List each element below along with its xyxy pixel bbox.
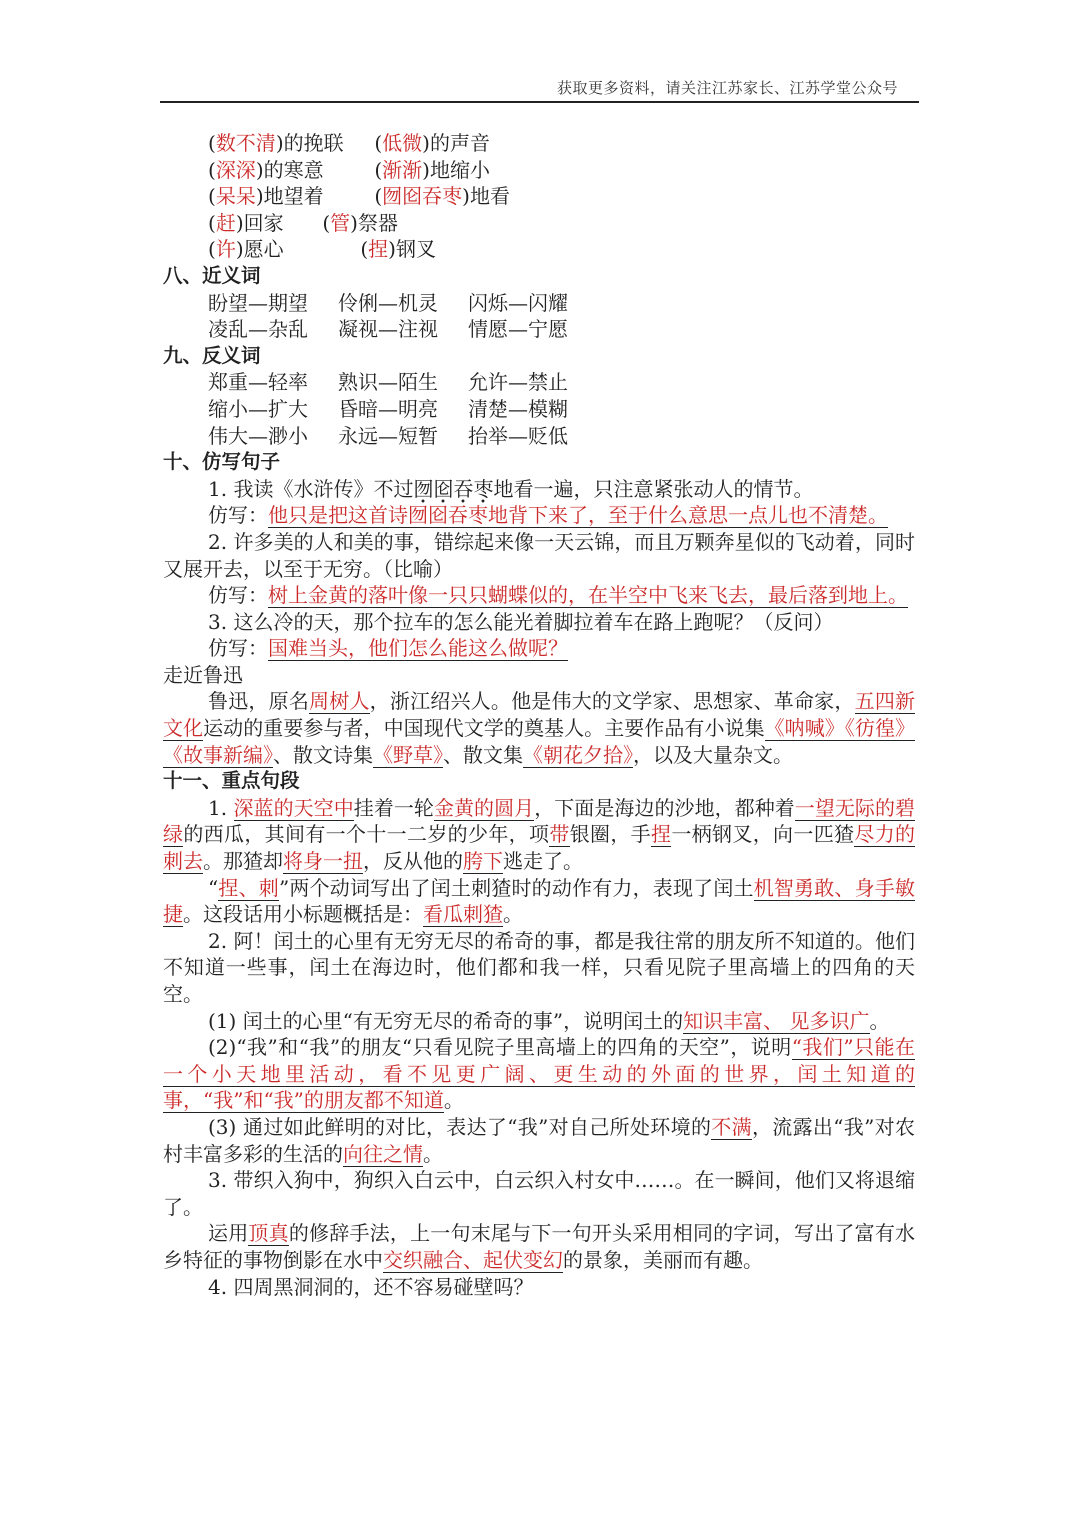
subsection-title: 走近鲁迅 [163, 662, 243, 687]
key-passage: 4. 四周黑洞洞的，还不容易碰壁吗？ [208, 1274, 534, 1299]
answer-text: 一望无际的碧绿 [163, 795, 916, 847]
emphasis-dotted: 囫囵吞枣 [413, 477, 493, 504]
answer-text: 低微 [382, 131, 423, 155]
answer-text: 深蓝的天空中 [233, 795, 354, 820]
answer-text: 捏 [368, 237, 389, 262]
phrase-row: (许)愿心 (捏)钢叉 [208, 237, 436, 262]
answer-text: 金黄的圆月 [433, 795, 535, 820]
key-passage: 3. 带织入狗中，狗织入白云中，白云织入村女中……。在一瞬间，他们又将退缩了。 [163, 1168, 915, 1219]
word-pair-row: 凌乱—杂乱 凝视—注视 情愿—宁愿 [208, 317, 568, 342]
answer-text: 国难当头，他们怎么能这么做呢？ [268, 636, 568, 661]
answer-text: 捏 [651, 822, 672, 847]
analysis-paragraph: “捏、刺”两个动词写出了闰土刺猹时的动作有力，表现了闰土机智勇敢、身手敏捷。这段话用小标题概括是：看瓜刺猹。 [163, 875, 915, 927]
answer-text: 许 [215, 237, 236, 262]
analysis-paragraph: 运用顶真的修辞手法，上一句末尾与下一句开头采用相同的字词，写出了富有水乡特征的事物倒影在水中交织融合、起伏变幻的景象，美丽而有趣。 [163, 1221, 916, 1272]
key-passage: 2. 阿！闰土的心里有无穷无尽的希奇的事，都是我往常的朋友所不知道的。他们不知道一些事，闰土在海边时，他们都和我一样，只看见院子里高墙上的四角的天空。 [163, 928, 915, 1006]
example-sentence: 1. 我读《水浒传》不过囫囵吞枣地看一遍，只注意紧张动人的情节。 [163, 476, 915, 503]
answer-text: 机智勇敢、身手敏捷 [163, 875, 915, 927]
analysis-paragraph: (3) 通过如此鲜明的对比，表达了“我”对自己所处环境的不满，流露出“我”对农村丰富多彩的生活的向往之情。 [163, 1114, 916, 1166]
answer-text: 他只是把这首诗囫囵吞枣地背下来了，至于什么意思一点儿也不清楚。 [268, 503, 888, 528]
luxun-paragraph: 鲁迅，原名周树人，浙江绍兴人。他是伟大的文学家、思想家、革命家，五四新文化运动的重要参与者，中国现代文学的奠基人。主要作品有小说集《呐喊》《彷徨》《故事新编》、散文诗集《野草》、散文集《朝花夕拾》，以及大量杂文。 [163, 689, 916, 767]
section-heading: 九、反义词 [163, 343, 261, 367]
word-pair-row: 郑重—轻率 熟识—陌生 允许—禁止 [208, 370, 568, 395]
answer-text: 周树人 [309, 689, 370, 714]
imitation-sentence: 仿写：树上金黄的落叶像一只只蝴蝶似的，在半空中飞来飞去，最后落到地上。 [208, 583, 908, 608]
answer-text: 《呐喊》《彷徨》《故事新编》 [163, 716, 916, 767]
answer-text: 五四新文化 [163, 689, 916, 741]
answer-text: 树上金黄的落叶像一只只蝴蝶似的，在半空中飞来飞去，最后落到地上。 [268, 583, 908, 608]
example-sentence: 3. 这么冷的天，那个拉车的怎么能光着脚拉着车在路上跑呢？（反问） [208, 609, 834, 634]
document-body [163, 130, 915, 1300]
answer-text: 《朝花夕拾》 [523, 742, 633, 767]
answer-text: 呆呆 [215, 184, 256, 209]
key-passage: 1. 深蓝的天空中挂着一轮金黄的圆月，下面是海边的沙地，都种着一望无际的碧绿的西瓜，其间有一个十一二岁的少年，项带银圈，手捏一柄钢叉，向一匹猹尽力的刺去。那猹却将身一扭，反从他的胯下逃走了。 [163, 795, 916, 874]
word-pair-row: 伟大—渺小 永远—短暂 抬举—贬低 [208, 423, 568, 448]
answer-text: 不满 [711, 1114, 752, 1139]
section-heading: 十、仿写句子 [163, 450, 281, 474]
answer-text: 尽力的刺去 [163, 822, 916, 874]
answer-text: 赶 [215, 210, 236, 235]
answer-text: 捏、刺 [218, 875, 279, 900]
phrase-row: (数不清)的挽联 (低微)的声音 [208, 131, 490, 155]
example-sentence: 2. 许多美的人和美的事，错综起来像一天云锦，而且万颗奔星似的飞动着，同时又展开去，以至于无穷。（比喻） [163, 529, 915, 581]
phrase-row: (呆呆)地望着 (囫囵吞枣)地看 [208, 184, 510, 209]
page-header: 获取更多资料，请关注江苏家长、江苏学堂公众号 [557, 79, 899, 97]
answer-text: 带 [549, 822, 570, 847]
answer-text: 知识丰富、 见多识广 [683, 1008, 870, 1033]
phrase-row: (深深)的寒意 (渐渐)地缩小 [208, 157, 490, 182]
section-heading: 十一、重点句段 [163, 769, 300, 793]
answer-text: 管 [330, 210, 351, 235]
analysis-paragraph: (2)“我”和“我”的朋友“只看见院子里高墙上的四角的天空”，说明“我们”只能在一个小天地里活动，看不见更广阔、更生动的外面的世界，闰土知道的事，“我”和“我”的朋友都不知道。 [163, 1035, 915, 1113]
answer-text: 《野草》 [373, 742, 443, 767]
answer-text: 交织融合、起伏变幻 [383, 1247, 563, 1272]
word-pair-row: 缩小—扩大 昏暗—明亮 清楚—模糊 [208, 396, 568, 421]
header-divider [160, 101, 919, 103]
answer-text: 胯下 [463, 849, 503, 874]
answer-text: 数不清 [215, 131, 276, 155]
analysis-paragraph: (1) 闰土的心里“有无穷无尽的希奇的事”，说明闰土的知识丰富、 见多识广。 [208, 1008, 890, 1033]
answer-text: 顶真 [248, 1221, 289, 1246]
section-heading: 八、近义词 [163, 263, 261, 287]
answer-text: 向往之情 [343, 1141, 423, 1166]
answer-text: 渐渐 [382, 157, 423, 182]
answer-text: “我们”只能在一个小天地里活动，看不见更广阔、更生动的外面的世界，闰土知道的事，“我”和“我”的朋友都不知道 [163, 1035, 915, 1113]
imitation-sentence: 仿写：他只是把这首诗囫囵吞枣地背下来了，至于什么意思一点儿也不清楚。 [208, 503, 888, 528]
word-pair-row: 盼望—期望 伶俐—机灵 闪烁—闪耀 [208, 290, 568, 315]
answer-text: 看瓜刺猹 [423, 902, 503, 927]
answer-text: 深深 [215, 157, 256, 182]
imitation-sentence: 仿写：国难当头，他们怎么能这么做呢？ [208, 636, 568, 661]
answer-text: 将身一扭 [283, 849, 363, 874]
answer-text: 囫囵吞枣 [382, 184, 463, 209]
phrase-row: (赶)回家 (管)祭器 [208, 210, 398, 235]
